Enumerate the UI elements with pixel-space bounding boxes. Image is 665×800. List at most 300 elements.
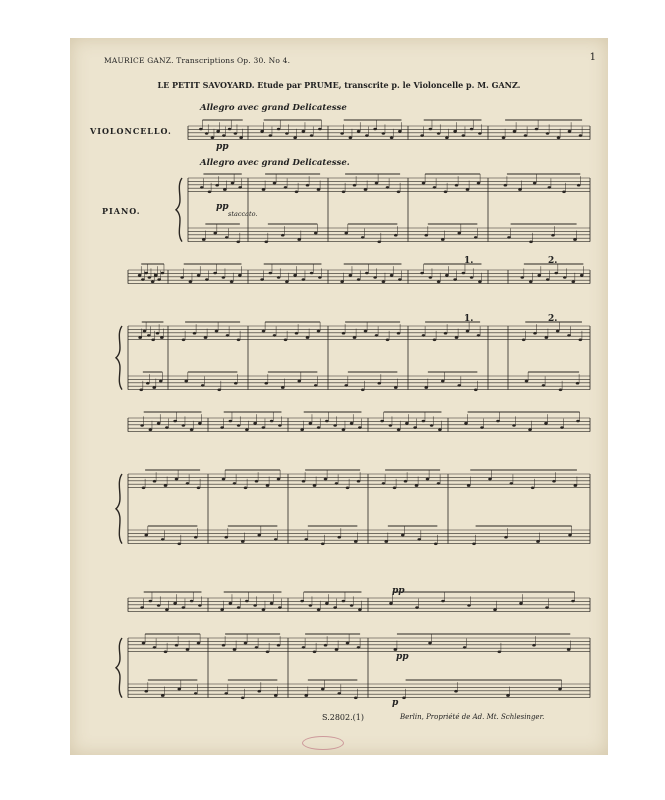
note-head (241, 540, 245, 543)
note-head (470, 276, 474, 279)
note-head (520, 276, 524, 279)
note-head (266, 651, 270, 654)
note-head (278, 606, 282, 609)
note-head (314, 232, 318, 235)
note-head (302, 480, 306, 483)
note-head (285, 132, 289, 135)
note-head (269, 272, 273, 275)
note-head (402, 697, 406, 700)
note-head (300, 429, 304, 432)
note-head (335, 482, 339, 485)
note-head (205, 278, 209, 281)
note-head (222, 134, 226, 137)
note-head (457, 384, 461, 387)
note-head (548, 186, 552, 189)
note-head (397, 191, 401, 194)
note-head (415, 484, 419, 487)
note-head (365, 134, 369, 137)
note-head (157, 278, 161, 281)
note-head (306, 184, 310, 187)
note-head (474, 236, 478, 239)
note-head (455, 184, 459, 187)
note-head (518, 188, 522, 191)
publisher-imprint: Berlin, Propriété de Ad. Mt. Schlesinger. (400, 713, 545, 721)
music-notation (70, 38, 608, 755)
note-head (333, 424, 337, 427)
note-head (225, 236, 229, 239)
note-head (340, 281, 344, 284)
note-head (405, 422, 409, 425)
note-head (159, 380, 163, 383)
note-head (208, 191, 212, 194)
note-head (142, 642, 146, 645)
note-head (470, 128, 474, 131)
note-head (202, 238, 206, 241)
note-head (277, 276, 281, 279)
note-head (238, 186, 242, 189)
note-head (234, 382, 238, 385)
note-head (144, 272, 148, 275)
note-head (152, 386, 156, 389)
note-head (201, 384, 205, 387)
note-head (361, 236, 365, 239)
note-head (199, 128, 203, 131)
note-head (161, 694, 165, 697)
note-head (149, 600, 153, 603)
note-head (546, 132, 550, 135)
note-head (253, 422, 257, 425)
note-head (556, 330, 560, 333)
note-head (394, 648, 398, 651)
note-head (496, 420, 500, 423)
piano-brace (116, 474, 122, 544)
note-head (233, 648, 237, 651)
note-head (357, 278, 361, 281)
note-head (542, 384, 546, 387)
note-head (321, 688, 325, 691)
note-head (579, 339, 583, 342)
note-head (346, 642, 350, 645)
note-head (138, 274, 142, 277)
note-head (241, 697, 245, 700)
dynamic-pp-piano-2: pp (396, 652, 409, 662)
note-head (229, 420, 233, 423)
note-head (375, 182, 379, 185)
note-head (512, 424, 516, 427)
note-head (453, 278, 457, 281)
note-head (422, 334, 426, 337)
note-head (536, 540, 540, 543)
note-head (422, 182, 426, 185)
note-head (382, 132, 386, 135)
note-head (353, 336, 357, 339)
note-head (302, 130, 306, 133)
note-head (284, 186, 288, 189)
note-head (429, 276, 433, 279)
note-head (284, 339, 288, 342)
note-head (401, 534, 405, 537)
note-head (462, 134, 466, 137)
note-head (260, 278, 264, 281)
note-head (297, 380, 301, 383)
note-head (228, 128, 232, 131)
note-head (194, 536, 198, 539)
note-head (325, 602, 329, 605)
note-head (164, 484, 168, 487)
note-head (562, 191, 566, 194)
note-head (224, 692, 228, 695)
note-head (342, 600, 346, 603)
note-head (545, 336, 549, 339)
note-head (215, 330, 219, 333)
note-head (257, 690, 261, 693)
note-head (281, 386, 285, 389)
note-head (190, 429, 194, 432)
note-head (357, 480, 361, 483)
composer-header: MAURICE GANZ. Transcriptions Op. 30. No 4. (104, 56, 291, 65)
note-head (441, 600, 445, 603)
note-head (161, 272, 165, 275)
note-head (142, 487, 146, 490)
note-head (233, 482, 237, 485)
note-head (373, 276, 377, 279)
piano-brace (176, 178, 182, 242)
note-head (297, 238, 301, 241)
note-head (551, 234, 555, 237)
note-head (454, 690, 458, 693)
note-head (314, 384, 318, 387)
note-head (224, 536, 228, 539)
note-head (437, 281, 441, 284)
note-head (278, 424, 282, 427)
note-head (433, 339, 437, 342)
note-head (529, 241, 533, 244)
note-head (533, 332, 537, 335)
note-head (567, 334, 571, 337)
note-head (293, 274, 297, 277)
note-head (342, 191, 346, 194)
note-head (349, 137, 353, 140)
note-head (438, 429, 442, 432)
note-head (337, 692, 341, 695)
note-head (255, 646, 259, 649)
library-stamp (302, 736, 344, 750)
note-head (433, 186, 437, 189)
note-head (148, 276, 152, 279)
note-head (273, 334, 277, 337)
note-head (153, 646, 157, 649)
note-head (318, 128, 322, 131)
note-head (189, 281, 193, 284)
note-head (317, 330, 321, 333)
note-head (197, 487, 201, 490)
note-head (349, 274, 353, 277)
note-head (302, 278, 306, 281)
note-head (273, 182, 277, 185)
note-head (229, 602, 233, 605)
note-head (384, 540, 388, 543)
note-head (304, 538, 308, 541)
note-head (325, 420, 329, 423)
note-head (502, 137, 506, 140)
note-head (397, 332, 401, 335)
note-head (576, 420, 580, 423)
note-head (477, 182, 481, 185)
note-head (306, 336, 310, 339)
note-head (354, 697, 358, 700)
note-head (377, 382, 381, 385)
note-head (211, 137, 215, 140)
note-head (253, 604, 257, 607)
note-head (184, 380, 188, 383)
note-head (160, 336, 164, 339)
note-head (255, 480, 259, 483)
note-head (467, 604, 471, 607)
note-head (245, 429, 249, 432)
note-head (519, 602, 523, 605)
note-head (222, 478, 226, 481)
dynamic-pp-cello-2: pp (392, 586, 405, 596)
note-head (194, 692, 198, 695)
note-head (293, 137, 297, 140)
tempo-marking-piano: Allegro avec grand Delicatesse. (200, 158, 350, 168)
note-head (344, 232, 348, 235)
note-head (226, 334, 230, 337)
note-head (546, 278, 550, 281)
note-head (244, 642, 248, 645)
note-head (182, 606, 186, 609)
note-head (302, 646, 306, 649)
note-head (434, 543, 438, 546)
note-head (164, 651, 168, 654)
note-head (149, 429, 153, 432)
note-head (140, 424, 144, 427)
note-head (270, 602, 274, 605)
note-head (513, 130, 517, 133)
note-head (146, 382, 150, 385)
note-head (350, 422, 354, 425)
note-head (309, 604, 313, 607)
note-head (304, 694, 308, 697)
note-head (324, 478, 328, 481)
note-head (215, 184, 219, 187)
note-head (466, 330, 470, 333)
note-head (317, 426, 321, 429)
note-head (524, 134, 528, 137)
note-head (375, 334, 379, 337)
note-head (488, 478, 492, 481)
note-head (175, 478, 179, 481)
note-head (182, 424, 186, 427)
note-head (220, 426, 224, 429)
note-head (262, 330, 266, 333)
note-head (237, 424, 241, 427)
piano-brace (116, 326, 122, 390)
note-head (397, 429, 401, 432)
note-head (281, 234, 285, 237)
note-head (165, 609, 169, 612)
note-head (337, 536, 341, 539)
note-head (510, 482, 514, 485)
note-head (522, 339, 526, 342)
note-head (361, 389, 365, 392)
note-head (554, 272, 558, 275)
note-head (144, 534, 148, 537)
note-head (197, 642, 201, 645)
note-head (380, 420, 384, 423)
note-head (358, 609, 362, 612)
note-head (264, 241, 268, 244)
note-head (317, 609, 321, 612)
note-head (151, 281, 155, 284)
note-head (182, 339, 186, 342)
note-head (480, 426, 484, 429)
note-head (231, 182, 235, 185)
note-head (563, 276, 567, 279)
note-head (424, 234, 428, 237)
note-head (295, 332, 299, 335)
note-head (216, 130, 220, 133)
note-head (269, 134, 273, 137)
note-head (504, 184, 508, 187)
note-head (422, 420, 426, 423)
note-head (222, 276, 226, 279)
note-head (190, 600, 194, 603)
note-head (257, 534, 261, 537)
note-head (552, 480, 556, 483)
note-head (151, 339, 155, 342)
note-head (177, 543, 181, 546)
instrument-label-piano: PIANO. (102, 206, 141, 216)
note-head (236, 241, 240, 244)
note-head (493, 609, 497, 612)
note-head (445, 274, 449, 277)
note-head (557, 137, 561, 140)
volta-1-cello: 1. (464, 256, 474, 266)
dynamic-pp-cello: pp (216, 142, 229, 152)
volta-2-cello: 2. (548, 256, 558, 266)
note-head (321, 543, 325, 546)
note-head (262, 188, 266, 191)
note-head (576, 382, 580, 385)
note-head (444, 191, 448, 194)
note-head (310, 272, 314, 275)
note-head (213, 272, 217, 275)
note-head (415, 606, 419, 609)
note-head (532, 644, 536, 647)
note-head (364, 188, 368, 191)
note-head (417, 538, 421, 541)
note-head (535, 128, 539, 131)
note-head (342, 429, 346, 432)
note-head (579, 134, 583, 137)
note-head (262, 609, 266, 612)
note-head (568, 130, 572, 133)
note-head (389, 424, 393, 427)
note-head (424, 386, 428, 389)
note-head (277, 478, 281, 481)
note-head (350, 604, 354, 607)
note-head (204, 336, 208, 339)
note-head (222, 644, 226, 647)
note-head (457, 232, 461, 235)
note-head (340, 132, 344, 135)
note-head (413, 426, 417, 429)
note-head (389, 602, 393, 605)
note-head (464, 422, 468, 425)
note-head (577, 184, 581, 187)
note-head (426, 478, 430, 481)
note-head (537, 274, 541, 277)
note-head (357, 646, 361, 649)
note-head (217, 389, 221, 392)
note-head (266, 484, 270, 487)
note-head (300, 600, 304, 603)
note-head (398, 130, 402, 133)
note-head (157, 604, 161, 607)
note-head (200, 186, 204, 189)
note-head (198, 604, 202, 607)
note-head (358, 426, 362, 429)
note-head (274, 694, 278, 697)
note-head (213, 232, 217, 235)
note-head (472, 543, 476, 546)
note-head (244, 487, 248, 490)
piano-brace (116, 638, 122, 698)
note-head (393, 487, 397, 490)
note-head (528, 429, 532, 432)
note-head (238, 274, 242, 277)
note-head (295, 191, 299, 194)
page-number: 1 (589, 52, 596, 63)
note-head (420, 272, 424, 275)
note-head (571, 600, 575, 603)
note-head (404, 480, 408, 483)
note-head (346, 487, 350, 490)
note-head (220, 609, 224, 612)
tempo-marking-cello: Allegro avec grand Delicatesse (200, 103, 347, 113)
note-head (237, 339, 241, 342)
note-head (398, 278, 402, 281)
note-head (274, 538, 278, 541)
note-head (223, 188, 227, 191)
note-head (264, 382, 268, 385)
note-head (544, 422, 548, 425)
note-head (156, 332, 160, 335)
note-head (193, 332, 197, 335)
note-head (430, 424, 434, 427)
note-head (558, 688, 562, 691)
note-head (474, 389, 478, 392)
note-head (139, 389, 143, 392)
note-head (533, 182, 537, 185)
note-head (173, 420, 177, 423)
note-head (260, 130, 264, 133)
volta-1-piano: 1. (464, 314, 474, 324)
note-head (560, 426, 564, 429)
note-head (573, 238, 577, 241)
note-head (462, 272, 466, 275)
note-head (285, 281, 289, 284)
note-head (545, 606, 549, 609)
note-head (344, 384, 348, 387)
note-head (313, 651, 317, 654)
note-head (437, 132, 441, 135)
note-head (262, 426, 266, 429)
note-head (309, 422, 313, 425)
note-head (441, 238, 445, 241)
note-head (394, 386, 398, 389)
